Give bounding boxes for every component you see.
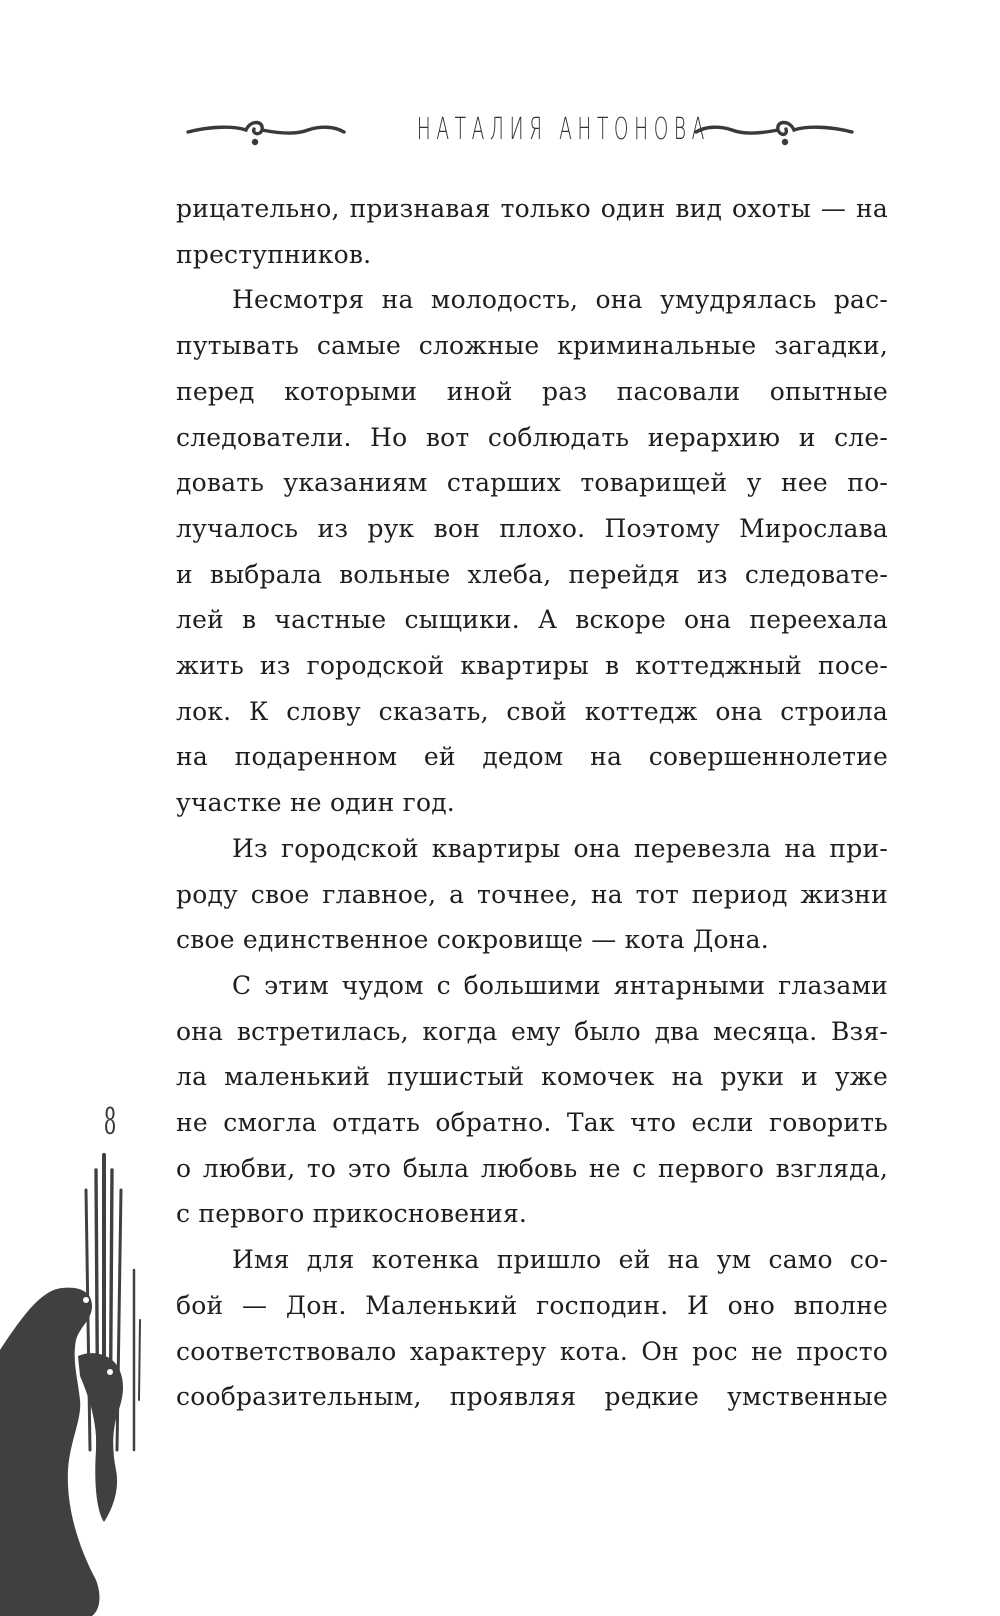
- text-line: и выбрала вольные хлеба, перейдя из следовате-: [176, 559, 888, 589]
- text-line: она встретилась, когда ему было два месяца. Взя-: [176, 1016, 888, 1046]
- text-line: С этим чудом с большими янтарными глазами: [232, 970, 888, 1000]
- text-line: лок. К слову сказать, свой коттедж она строила: [176, 696, 888, 726]
- text-line: соответствовало характеру кота. Он рос не просто: [176, 1336, 888, 1366]
- running-header-author: НАТАЛИЯ АНТОНОВА: [416, 112, 710, 147]
- text-line: Из городской квартиры она перевезла на при-: [232, 833, 888, 863]
- text-line: роду свое главное, а точнее, на тот период жизни: [176, 879, 888, 909]
- text-line: рицательно, признавая только один вид охоты — на: [176, 194, 888, 223]
- text-line: свое единственное сокровище — кота Дона.: [176, 925, 769, 955]
- text-line: бой — Дон. Маленький господин. И оно вполне: [176, 1290, 888, 1320]
- text-line: жить из городской квартиры в коттеджный посе-: [176, 651, 888, 681]
- text-line: не смогла отдать обратно. Так что если говорить: [176, 1108, 888, 1138]
- text-line: ла маленький пушистый комочек на руки и уже: [176, 1062, 888, 1092]
- text-line: Имя для котенка пришло ей на ум само со-: [232, 1245, 888, 1275]
- cat-paws-silhouette-icon: [0, 1150, 150, 1616]
- body-text: [176, 186, 888, 1420]
- text-line: лучалось из рук вон плохо. Поэтому Мирослава: [176, 513, 888, 543]
- text-line: лей в частные сыщики. А вскоре она переехала: [176, 605, 888, 635]
- text-line: участке не один год.: [176, 788, 455, 818]
- text-line: путывать самые сложные криминальные загадки,: [176, 331, 888, 361]
- text-line: с первого прикосновения.: [176, 1199, 528, 1229]
- text-line: на подаренном ей дедом на совершеннолетие: [176, 742, 888, 772]
- text-line: Несмотря на молодость, она умудрялась рас-: [232, 285, 888, 315]
- text-line: следователи. Но вот соблюдать иерархию и сле-: [176, 422, 888, 452]
- text-line: перед которыми иной раз пасовали опытные: [176, 376, 888, 406]
- text-line: довать указаниям старших товарищей у нее по-: [176, 468, 888, 498]
- text-line: о любви, то это была любовь не с первого взгляда,: [176, 1153, 888, 1183]
- text-line: сообразительным, проявляя редкие умственные: [176, 1382, 888, 1412]
- page-number: 8: [103, 1102, 117, 1143]
- text-line: преступников.: [176, 239, 372, 269]
- swirl-ornament-icon: [186, 116, 346, 156]
- swirl-ornament-icon: [694, 116, 854, 156]
